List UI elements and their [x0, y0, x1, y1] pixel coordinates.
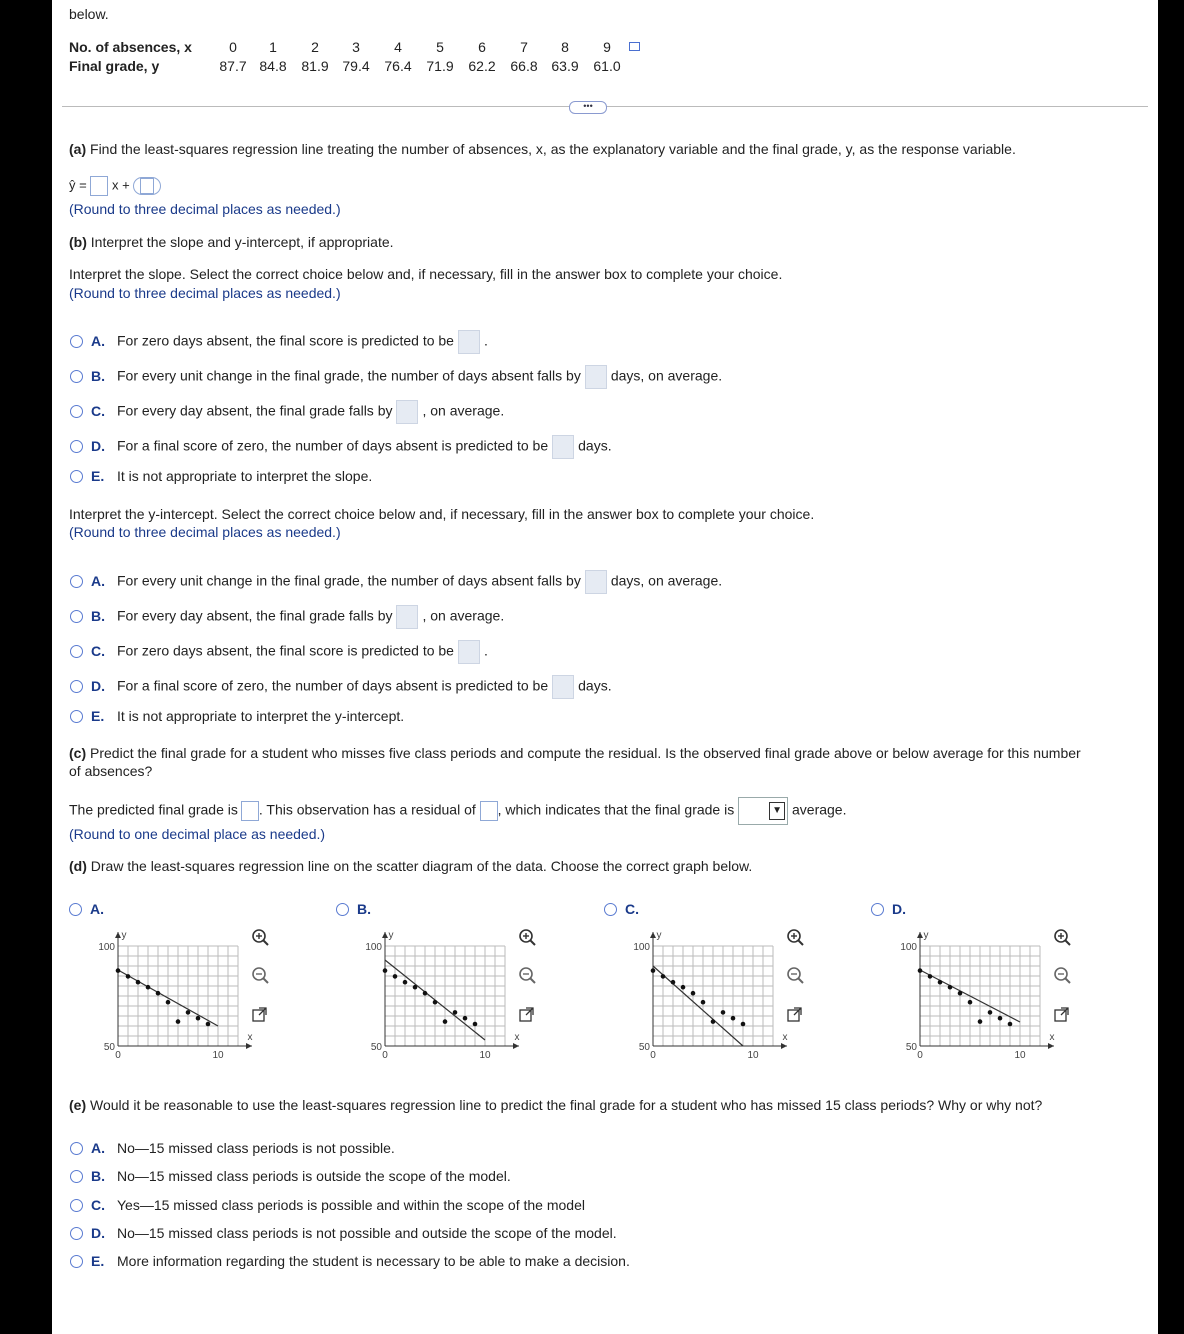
data-point: [928, 974, 933, 979]
expand-button[interactable]: •••: [569, 101, 607, 114]
data-point: [176, 1019, 181, 1024]
table-x-cell: 9: [603, 39, 611, 55]
option-text: Yes—15 missed class periods is possible and within the scope of the model: [117, 1197, 585, 1213]
option-text-suffix: days.: [578, 677, 612, 694]
scatter-plot: [79, 925, 264, 1070]
option-letter: D.: [91, 677, 105, 694]
data-point: [701, 1000, 706, 1005]
data-point: [443, 1019, 448, 1024]
intercept-round-note: (Round to three decimal places as needed.): [69, 524, 341, 540]
table-y-cell: 71.9: [426, 58, 454, 74]
option-text-suffix: .: [483, 332, 488, 349]
intercept-wrapper: [133, 177, 161, 196]
slope-round-note: (Round to three decimal places as needed.): [69, 285, 341, 301]
chevron-down-icon: ▼: [769, 802, 785, 820]
radio-button[interactable]: [70, 405, 83, 418]
radio-button[interactable]: [69, 903, 82, 916]
table-y-cell: 61.0: [593, 58, 621, 74]
table-x-cell: 8: [561, 39, 569, 55]
table-y-cell: 84.8: [259, 58, 287, 74]
option-text-suffix: , on average.: [422, 607, 505, 624]
radio-button[interactable]: [70, 470, 83, 483]
data-point: [453, 1010, 458, 1015]
option-text-suffix: days.: [578, 437, 612, 454]
data-point: [741, 1022, 746, 1027]
option-e[interactable]: [70, 708, 404, 724]
option-letter: E.: [91, 708, 105, 724]
table-y-cell: 76.4: [384, 58, 412, 74]
option-a[interactable]: [70, 570, 722, 594]
above-below-select[interactable]: [738, 797, 788, 825]
data-point: [711, 1019, 716, 1024]
option-c[interactable]: [70, 640, 488, 664]
open-new-window-icon[interactable]: [249, 1004, 271, 1026]
y-tick-label: 100: [98, 942, 115, 953]
data-point: [938, 980, 943, 985]
data-point: [671, 980, 676, 985]
option-text: For a final score of zero, the number of days absent is predicted to be: [117, 437, 549, 454]
copy-table-icon[interactable]: [629, 42, 640, 51]
zoom-out-icon[interactable]: [516, 965, 538, 987]
x-tick-label: 0: [650, 1050, 656, 1061]
data-point: [681, 985, 686, 990]
option-text: For every day absent, the final grade falls by: [117, 607, 393, 624]
graph-option-d[interactable]: [871, 901, 918, 917]
option-c[interactable]: [70, 400, 504, 424]
option-text: For every day absent, the final grade falls by: [117, 402, 393, 419]
data-point: [978, 1019, 983, 1024]
option-b[interactable]: [70, 605, 504, 629]
data-point: [393, 974, 398, 979]
option-letter: E.: [91, 1253, 105, 1269]
zoom-in-icon[interactable]: [1051, 927, 1073, 949]
y-axis-label: y: [121, 930, 127, 941]
option-b[interactable]: [70, 365, 722, 389]
table-y-cell: 79.4: [342, 58, 370, 74]
option-text: For zero days absent, the final score is predicted to be: [117, 332, 454, 349]
slope-prompt: Interpret the slope. Select the correct choice below and, if necessary, fill in the answer box to complete your choice.: [69, 266, 783, 282]
y-tick-label: 100: [365, 942, 382, 953]
option-letter: B.: [91, 1168, 105, 1184]
y-tick-label: 50: [638, 1042, 650, 1053]
option-text-suffix: days, on average.: [610, 367, 723, 384]
x-axis-arrow: [781, 1043, 787, 1049]
data-point: [433, 1000, 438, 1005]
y-axis-label: y: [388, 930, 394, 941]
radio-button[interactable]: [70, 1255, 83, 1268]
part-c-question: (c) Predict the final grade for a student who misses five class periods and compute the residual. Is the observed final grade above or below average for this number: [69, 745, 1081, 761]
table-x-cell: 3: [352, 39, 360, 55]
option-d[interactable]: [70, 1225, 617, 1241]
x-tick-label: 0: [115, 1050, 121, 1061]
table-x-cell: 2: [311, 39, 319, 55]
open-new-window-icon[interactable]: [516, 1004, 538, 1026]
option-letter: A.: [91, 572, 105, 589]
zoom-in-icon[interactable]: [784, 927, 806, 949]
radio-button[interactable]: [604, 903, 617, 916]
option-text: It is not appropriate to interpret the slope.: [117, 468, 373, 484]
radio-button[interactable]: [336, 903, 349, 916]
option-a[interactable]: [70, 330, 488, 354]
scatter-plot: [614, 925, 799, 1070]
option-text: For every unit change in the final grade, the number of days absent falls by: [117, 572, 581, 589]
option-text: No—15 missed class periods is outside the scope of the model.: [117, 1168, 511, 1184]
data-point: [651, 968, 656, 973]
option-d[interactable]: [70, 675, 612, 699]
option-text-suffix: days, on average.: [610, 572, 723, 589]
option-text: No—15 missed class periods is not possible and outside the scope of the model.: [117, 1225, 617, 1241]
option-letter: C.: [91, 1197, 105, 1213]
data-point: [146, 985, 151, 990]
x-tick-label: 10: [479, 1050, 491, 1061]
graph-option-a[interactable]: [69, 901, 116, 917]
part-d-question: (d) Draw the least-squares regression line on the scatter diagram of the data. Choose the correct graph below.: [69, 858, 753, 874]
data-point: [968, 1000, 973, 1005]
data-point: [126, 974, 131, 979]
radio-button[interactable]: [70, 575, 83, 588]
zoom-out-icon[interactable]: [784, 965, 806, 987]
x-axis-arrow: [513, 1043, 519, 1049]
table-x-cell: 5: [436, 39, 444, 55]
option-e[interactable]: [70, 1253, 630, 1269]
table-x-label: No. of absences, x: [69, 39, 192, 55]
data-point: [403, 980, 408, 985]
option-text: It is not appropriate to interpret the y-intercept.: [117, 708, 405, 724]
option-text-suffix: , on average.: [422, 402, 505, 419]
radio-button[interactable]: [70, 1227, 83, 1240]
option-letter: B.: [357, 901, 371, 917]
table-y-cell: 81.9: [301, 58, 329, 74]
y-axis-arrow: [917, 932, 923, 938]
x-axis-arrow: [246, 1043, 252, 1049]
data-point: [948, 985, 953, 990]
x-axis-label: x: [247, 1032, 253, 1043]
option-letter: C.: [91, 402, 105, 419]
option-letter: D.: [892, 901, 906, 917]
option-answer-input[interactable]: [396, 400, 418, 424]
radio-button[interactable]: [70, 335, 83, 348]
data-point: [423, 991, 428, 996]
table-x-cell: 6: [478, 39, 486, 55]
option-e[interactable]: [70, 468, 372, 484]
table-x-cell: 7: [520, 39, 528, 55]
option-c[interactable]: [70, 1197, 585, 1213]
option-a[interactable]: [70, 1140, 395, 1156]
x-axis-label: x: [782, 1032, 788, 1043]
y-axis-arrow: [382, 932, 388, 938]
table-x-cell: 1: [269, 39, 277, 55]
data-point: [116, 968, 121, 973]
open-new-window-icon[interactable]: [784, 1004, 806, 1026]
radio-button[interactable]: [70, 1199, 83, 1212]
x-axis-label: x: [1049, 1032, 1055, 1043]
intercept-input[interactable]: [140, 178, 154, 194]
option-letter: C.: [625, 901, 639, 917]
data-point: [1008, 1022, 1013, 1027]
radio-button[interactable]: [70, 440, 83, 453]
option-text: No—15 missed class periods is not possible.: [117, 1140, 395, 1156]
radio-button[interactable]: [70, 710, 83, 723]
intercept-prompt: Interpret the y-intercept. Select the correct choice below and, if necessary, fill in the answer box to complete your choice.: [69, 506, 815, 522]
data-point: [463, 1016, 468, 1021]
graph-option-b[interactable]: [336, 901, 383, 917]
x-axis-arrow: [1048, 1043, 1054, 1049]
option-letter: A.: [91, 1140, 105, 1156]
data-point: [383, 968, 388, 973]
open-new-window-icon[interactable]: [1051, 1004, 1073, 1026]
option-answer-input[interactable]: [552, 675, 574, 699]
option-letter: A.: [91, 332, 105, 349]
option-answer-input[interactable]: [458, 640, 480, 664]
table-y-label: Final grade, y: [69, 58, 160, 74]
data-point: [186, 1010, 191, 1015]
x-tick-label: 10: [1014, 1050, 1026, 1061]
data-point: [413, 985, 418, 990]
zoom-out-icon[interactable]: [1051, 965, 1073, 987]
radio-button[interactable]: [70, 1142, 83, 1155]
table-y-cell: 63.9: [551, 58, 579, 74]
problem-page: [52, 0, 1158, 1334]
x-tick-label: 10: [747, 1050, 759, 1061]
y-axis-arrow: [650, 932, 656, 938]
y-tick-label: 50: [103, 1042, 115, 1053]
zoom-out-icon[interactable]: [249, 965, 271, 987]
zoom-in-icon[interactable]: [249, 927, 271, 949]
data-point: [691, 991, 696, 996]
table-y-cell: 87.7: [219, 58, 247, 74]
option-answer-input[interactable]: [585, 570, 607, 594]
data-point: [998, 1016, 1003, 1021]
part-e-question: (e) Would it be reasonable to use the least-squares regression line to predict the final grade for a student who has missed 15 class periods? Why or why not?: [69, 1097, 1043, 1113]
part-c-round-note: (Round to one decimal place as needed.): [69, 826, 326, 842]
part-c-question-cont: of absences?: [69, 763, 153, 779]
option-text-suffix: .: [483, 642, 488, 659]
slope-input[interactable]: [90, 176, 108, 196]
option-answer-input[interactable]: [396, 605, 418, 629]
part-a-round-note: (Round to three decimal places as needed.): [69, 201, 341, 217]
radio-button[interactable]: [70, 1170, 83, 1183]
option-text: For every unit change in the final grade, the number of days absent falls by: [117, 367, 581, 384]
radio-button[interactable]: [70, 370, 83, 383]
option-d[interactable]: [70, 435, 612, 459]
zoom-in-icon[interactable]: [516, 927, 538, 949]
residual-input[interactable]: [480, 801, 498, 821]
graph-option-c[interactable]: [604, 901, 651, 917]
data-point: [136, 980, 141, 985]
data-point: [958, 991, 963, 996]
y-tick-label: 50: [370, 1042, 382, 1053]
part-c-answer-line: The predicted final grade is . This observation has a residual of , which indicates that the final grade is ▼ average.: [69, 797, 846, 825]
x-tick-label: 10: [212, 1050, 224, 1061]
table-y-cell: 62.2: [468, 58, 496, 74]
radio-button[interactable]: [70, 645, 83, 658]
option-answer-input[interactable]: [585, 365, 607, 389]
x-tick-label: 0: [382, 1050, 388, 1061]
data-point: [731, 1016, 736, 1021]
y-tick-label: 100: [900, 942, 917, 953]
option-text: For zero days absent, the final score is predicted to be: [117, 642, 454, 659]
intro-text: below.: [69, 6, 109, 22]
part-b-question: (b) Interpret the slope and y-intercept, if appropriate.: [69, 234, 394, 250]
regression-equation: ŷ = x +: [69, 176, 161, 196]
y-tick-label: 100: [633, 942, 650, 953]
option-letter: A.: [90, 901, 104, 917]
data-point: [206, 1022, 211, 1027]
y-axis-label: y: [923, 930, 929, 941]
data-point: [918, 968, 923, 973]
radio-button[interactable]: [70, 610, 83, 623]
option-b[interactable]: [70, 1168, 511, 1184]
option-text: For a final score of zero, the number of days absent is predicted to be: [117, 677, 549, 694]
option-letter: C.: [91, 642, 105, 659]
option-letter: D.: [91, 1225, 105, 1241]
option-letter: B.: [91, 607, 105, 624]
radio-button[interactable]: [70, 680, 83, 693]
data-point: [196, 1016, 201, 1021]
part-a-question: (a) Find the least-squares regression line treating the number of absences, x, as the explanatory variable and the final grade, y, as the response variable.: [69, 141, 1016, 157]
data-point: [156, 991, 161, 996]
scatter-plot: [346, 925, 531, 1070]
radio-button[interactable]: [871, 903, 884, 916]
option-answer-input[interactable]: [552, 435, 574, 459]
data-point: [166, 1000, 171, 1005]
y-axis-label: y: [656, 930, 662, 941]
option-letter: E.: [91, 468, 105, 484]
y-axis-arrow: [115, 932, 121, 938]
data-point: [661, 974, 666, 979]
table-y-cell: 66.8: [510, 58, 538, 74]
option-answer-input[interactable]: [458, 330, 480, 354]
x-axis-label: x: [514, 1032, 520, 1043]
option-text: More information regarding the student is necessary to be able to make a decision.: [117, 1253, 630, 1269]
y-tick-label: 50: [905, 1042, 917, 1053]
data-point: [473, 1022, 478, 1027]
data-point: [988, 1010, 993, 1015]
x-tick-label: 0: [917, 1050, 923, 1061]
table-x-cell: 0: [229, 39, 237, 55]
option-letter: B.: [91, 367, 105, 384]
data-point: [721, 1010, 726, 1015]
predicted-grade-input[interactable]: [241, 801, 259, 821]
scatter-plot: [881, 925, 1066, 1070]
table-x-cell: 4: [394, 39, 402, 55]
option-letter: D.: [91, 437, 105, 454]
